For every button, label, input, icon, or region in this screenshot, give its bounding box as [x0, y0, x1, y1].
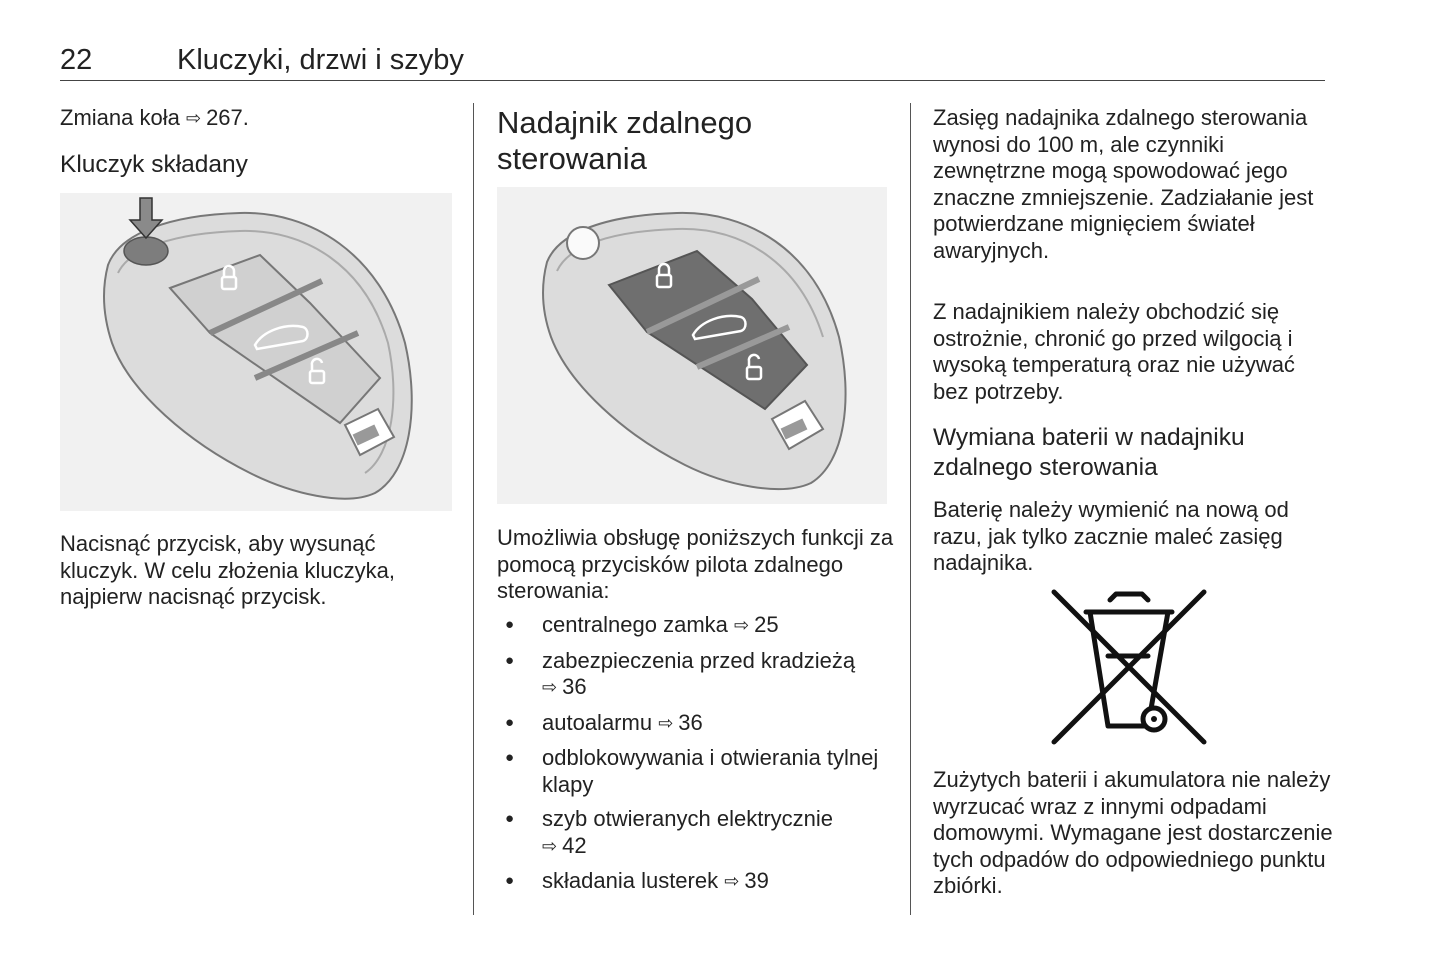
list-item-text: autoalarmu — [542, 709, 653, 735]
list-item-text: centralnego zamka — [542, 612, 728, 637]
folding-key-heading: Kluczyk składany — [60, 151, 248, 178]
battery-replacement-heading: Wymiana baterii w nadajniku zdalnego sterowania — [933, 424, 1245, 481]
page-number: 22 — [60, 44, 93, 76]
page-link[interactable]: ⇨ 25 — [734, 612, 779, 637]
page-link[interactable]: ⇨ 36 — [658, 710, 703, 735]
page-link[interactable]: ⇨ 36 — [542, 674, 587, 699]
crossed-bin-icon — [1050, 588, 1208, 746]
list-item — [497, 612, 897, 640]
column-divider-2 — [910, 103, 911, 915]
chapter-title: Kluczyki, drzwi i szyby — [177, 44, 464, 76]
page-link[interactable]: ⇨ 39 — [724, 868, 769, 893]
care-paragraph: Z nadajnikiem należy obchodzić się ostrożnie, chronić go przed wilgocią i wysoką temperaturą oraz nie używać bez potrzeby. — [933, 299, 1295, 404]
column-divider-1 — [473, 103, 474, 915]
list-item — [497, 710, 897, 738]
page-link[interactable]: ⇨ 42 — [542, 833, 587, 858]
range-paragraph: Zasięg nadajnika zdalnego sterowania wynosi do 100 m, ale czynniki zewnętrzne mogą spowodować jego znaczne zmniejszenie. Zadziałanie jest potwierdzane mignięciem świateł awaryjnych. — [933, 105, 1314, 263]
list-item — [497, 648, 897, 702]
list-item — [497, 745, 897, 798]
wheel-change-page-link[interactable]: ⇨ 267. — [186, 105, 249, 130]
remote-functions-intro: Umożliwia obsługę poniższych funkcji za pomocą przycisków pilota zdalnego sterowania: — [497, 525, 894, 603]
wheel-change-text: Zmiana koła — [60, 105, 180, 130]
list-item-text: zabezpieczenia przed kradzieżą — [542, 647, 856, 673]
header-rule — [60, 80, 1325, 81]
list-item-text: składania lusterek — [542, 868, 719, 893]
wheel-change-reference — [60, 105, 460, 133]
list-item — [497, 806, 897, 860]
list-item-text: szyb otwieranych elektrycznie — [542, 806, 834, 831]
disposal-paragraph: Zużytych baterii i akumulatora nie należy wyrzucać wraz z innymi odpadami domowymi. Wymagane jest dostarczenie tych odpadów do odpowiedniego punktu zbiórki. — [933, 767, 1333, 898]
crossed-bin-drawing — [1050, 588, 1208, 746]
folding-key-illustration — [60, 193, 452, 511]
list-item — [497, 868, 897, 896]
remote-control-illustration — [497, 187, 887, 504]
remote-control-heading: Nadajnik zdalnego sterowania — [497, 105, 753, 176]
list-item-text: odblokowywania i otwierania tylnej klapy — [542, 745, 879, 797]
folding-key-caption: Nacisnąć przycisk, aby wysunąć kluczyk. W celu złożenia kluczyka, najpierw nacisnąć przycisk. — [60, 531, 395, 609]
remote-control-drawing — [497, 187, 887, 504]
battery-paragraph: Baterię należy wymienić na nową od razu, jak tylko zacznie maleć zasięg nadajnika. — [933, 497, 1289, 575]
folding-key-drawing — [60, 193, 452, 511]
remote-functions-list — [497, 612, 897, 904]
